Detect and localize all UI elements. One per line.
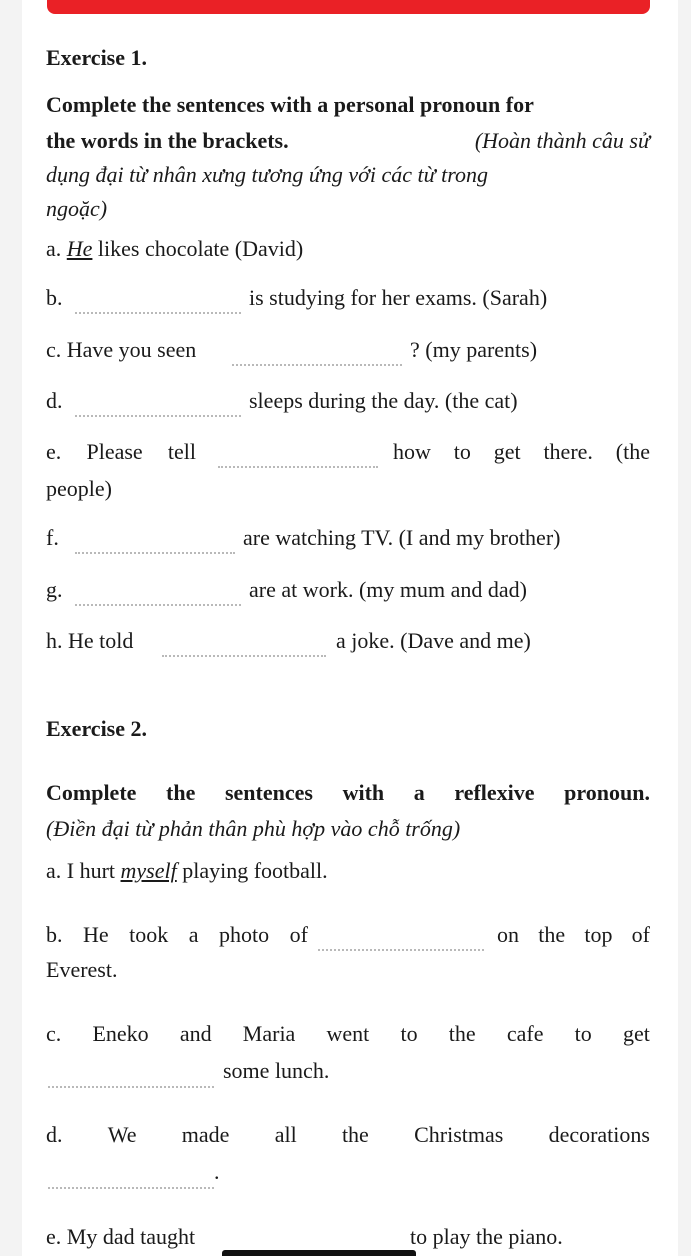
ex1-item-h-text: a joke. (Dave and me)	[336, 628, 531, 653]
ex1-blank-g[interactable]	[75, 603, 241, 606]
ex1-item-d: d.	[46, 388, 63, 413]
exercise-1-instruction-line3: dụng đại từ nhân xưng tương ứng với các từ trong	[46, 162, 488, 187]
ex1-item-d-text: sleeps during the day. (the cat)	[249, 388, 518, 413]
exercise-1-instruction-line1: Complete the sentences with a personal pronoun for	[46, 92, 534, 117]
ex2-item-b-text: on the top of	[497, 922, 650, 947]
ex1-blank-h[interactable]	[162, 654, 326, 657]
ex1-item-b: b.	[46, 285, 63, 310]
ex1-item-c: c. Have you seen	[46, 337, 197, 362]
ex2-item-a: a. I hurt myself playing football.	[46, 858, 328, 883]
ex2-blank-d[interactable]	[48, 1186, 214, 1189]
header-red-bar	[47, 0, 650, 14]
exercise-1-instruction-line4: ngoặc)	[46, 196, 108, 221]
ex1-item-c-text: ? (my parents)	[410, 337, 538, 362]
ex2-blank-b[interactable]	[318, 948, 484, 951]
exercise-2-instruction-line1: Complete the sentences with a reflexive pronoun.	[46, 780, 650, 805]
ex1-answer-a: He	[66, 236, 93, 261]
ex2-item-b: b. He took a photo of	[46, 922, 308, 947]
ex1-item-e: e. Please tell	[46, 439, 196, 464]
ex2-blank-c[interactable]	[48, 1085, 214, 1088]
exercise-1-title: Exercise 1.	[46, 45, 148, 70]
ex2-item-d-line2: .	[214, 1159, 220, 1184]
exercise-2-instruction-vn: (Điền đại từ phản thân phù hợp vào chỗ trống)	[46, 816, 461, 841]
ex1-item-g: g.	[46, 577, 63, 602]
ex1-blank-b[interactable]	[75, 311, 241, 314]
ex1-blank-f[interactable]	[75, 551, 235, 554]
ex1-item-f-text: are watching TV. (I and my brother)	[243, 525, 561, 550]
ex1-blank-d[interactable]	[75, 414, 241, 417]
exercise-2-title: Exercise 2.	[46, 716, 148, 741]
screen-edge-bar	[222, 1250, 416, 1256]
ex2-item-b-line2: Everest.	[46, 957, 118, 982]
ex1-item-h: h. He told	[46, 628, 134, 653]
ex2-item-c: c. Eneko and Maria went to the cafe to get	[46, 1021, 650, 1046]
ex2-item-c-line2: some lunch.	[223, 1058, 330, 1083]
ex1-item-e-text: how to get there. (the	[393, 439, 650, 464]
ex1-item-e-line2: people)	[46, 476, 112, 501]
ex2-item-e: e. My dad taught	[46, 1224, 196, 1249]
exercise-1-instruction-line2: the words in the brackets. (Hoàn thành câu sử	[46, 128, 650, 153]
ex1-item-f: f.	[46, 525, 59, 550]
ex1-item-b-text: is studying for her exams. (Sarah)	[249, 285, 548, 310]
ex1-item-a: a. He likes chocolate (David)	[46, 236, 304, 261]
ex1-blank-c[interactable]	[232, 363, 402, 366]
ex2-item-e-text: to play the piano.	[410, 1224, 563, 1249]
ex2-answer-a: myself	[120, 858, 177, 883]
ex2-item-d: d. We made all the Christmas decorations	[46, 1122, 650, 1147]
ex1-item-g-text: are at work. (my mum and dad)	[249, 577, 527, 602]
ex1-blank-e[interactable]	[218, 465, 378, 468]
